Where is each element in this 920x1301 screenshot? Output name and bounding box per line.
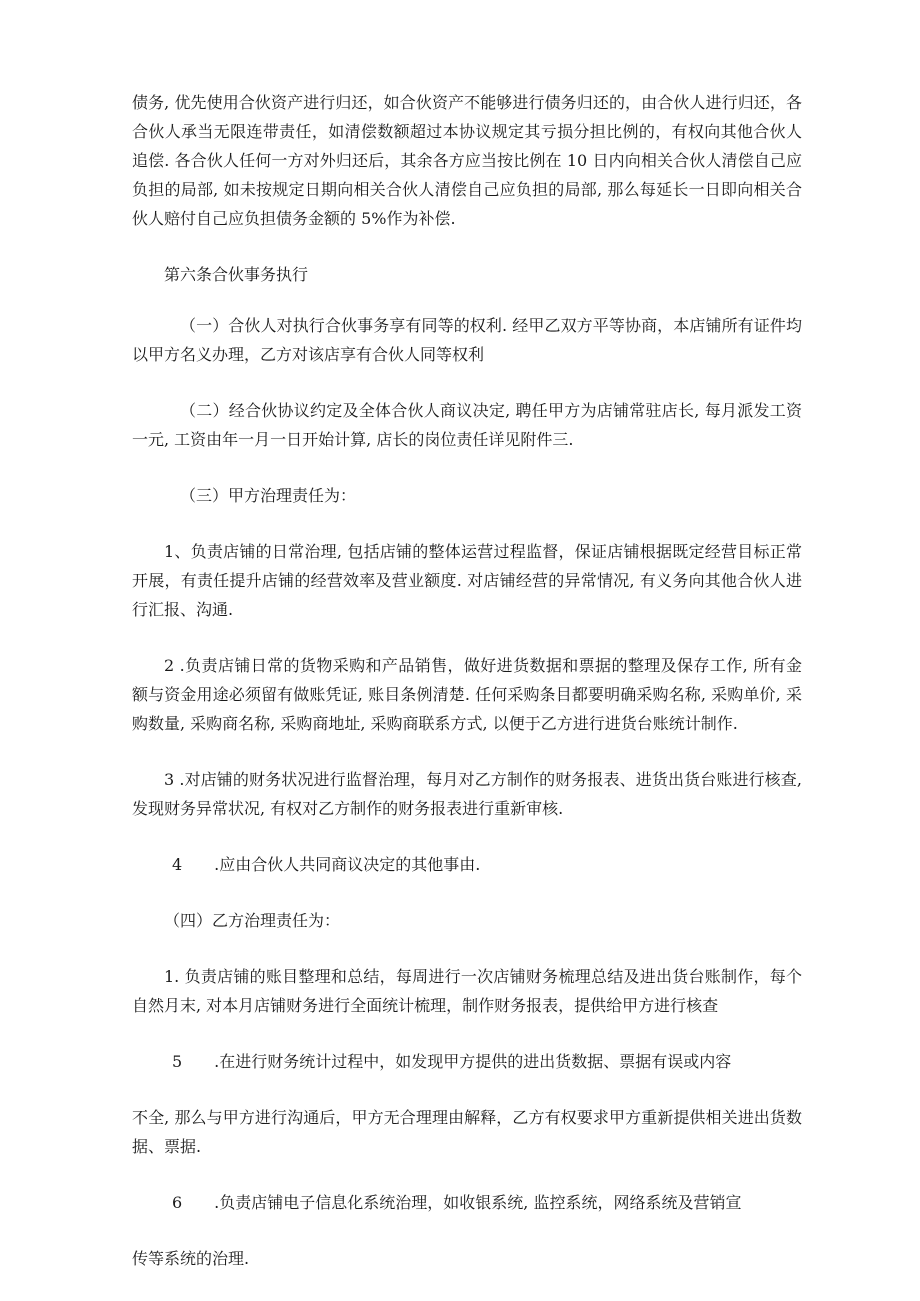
- party-b-duty-1: 1. 负责店铺的账目整理和总结，每周进行一次店铺财务梳理总结及进出货台账制作，每个自然月末, 对本月店铺财务进行全面统计梳理，制作财务报表，提供给甲方进行核查: [132, 967, 802, 1015]
- clause-1-equal-rights: （一）合伙人对执行合伙事务享有同等的权利. 经甲乙双方平等协商，本店铺所有证件均以甲方名义办理，乙方对该店享有合伙人同等权利: [132, 316, 802, 364]
- party-b-duty-6: 6 .负责店铺电子信息化系统治理，如收银系统, 监控系统，网络系统及营销宣: [172, 1193, 742, 1212]
- party-a-duty-3: 3 .对店铺的财务状况进行监督治理，每月对乙方制作的财务报表、进货出货台账进行核查, 发现财务异常状况, 有权对乙方制作的财务报表进行重新审核.: [132, 770, 802, 818]
- paragraph-debt-repayment: 债务, 优先使用合伙资产进行归还，如合伙资产不能够进行债务归还的，由合伙人进行归还，各合伙人承当无限连带责任，如清偿数额超过本协议规定其亏损分担比例的，有权向其他合伙人追偿. 各合伙人任何一方对外归还后，其余各方应当按比例在 10 日内向相关合伙人清偿自己应负担的局部, 如未按规定日期向相关合伙人清偿自己应负担的局部, 那么每延长一日即向相关合伙人赔付自己应负担债务金额的 5%作为补偿.: [132, 93, 802, 228]
- clause-2-store-manager: （二）经合伙协议约定及全体合伙人商议决定, 聘任甲方为店铺常驻店长, 每月派发工资一元, 工资由年一月一日开始计算, 店长的岗位责任详见附件三.: [132, 401, 802, 449]
- party-b-duty-5: 5 .在进行财务统计过程中，如发现甲方提供的进出货数据、票据有误或内容: [172, 1052, 732, 1071]
- party-b-duty-6-continued: 传等系统的治理.: [132, 1249, 250, 1268]
- clause-4-party-b-heading: （四）乙方治理责任为：: [164, 911, 341, 930]
- party-a-duty-4: 4 .应由合伙人共同商议决定的其他事由.: [172, 855, 481, 874]
- party-a-duty-2: 2 .负责店铺日常的货物采购和产品销售，做好进货数据和票据的整理及保存工作, 所有金额与资金用途必须留有做账凭证, 账目条例清楚. 任何采购条目都要明确采购名称, 采购单价, 采购数量, 采购商名称, 采购商地址, 采购商联系方式, 以便于乙方进行进货台账统计制作.: [132, 656, 802, 733]
- document-page: [132, 88, 802, 1273]
- party-b-duty-5-continued: 不全, 那么与甲方进行沟通后，甲方无合理理由解释，乙方有权要求甲方重新提供相关进出货数据、票据.: [132, 1108, 802, 1156]
- party-a-duty-1: 1、负责店铺的日常治理, 包括店铺的整体运营过程监督，保证店铺根据既定经营目标正常开展，有责任提升店铺的经营效率及营业额度. 对店铺经营的异常情况, 有义务向其他合伙人进行汇报、沟通.: [132, 542, 802, 619]
- clause-3-party-a-heading: （三）甲方治理责任为：: [180, 486, 357, 505]
- article-6-heading: 第六条合伙事务执行: [164, 265, 309, 284]
